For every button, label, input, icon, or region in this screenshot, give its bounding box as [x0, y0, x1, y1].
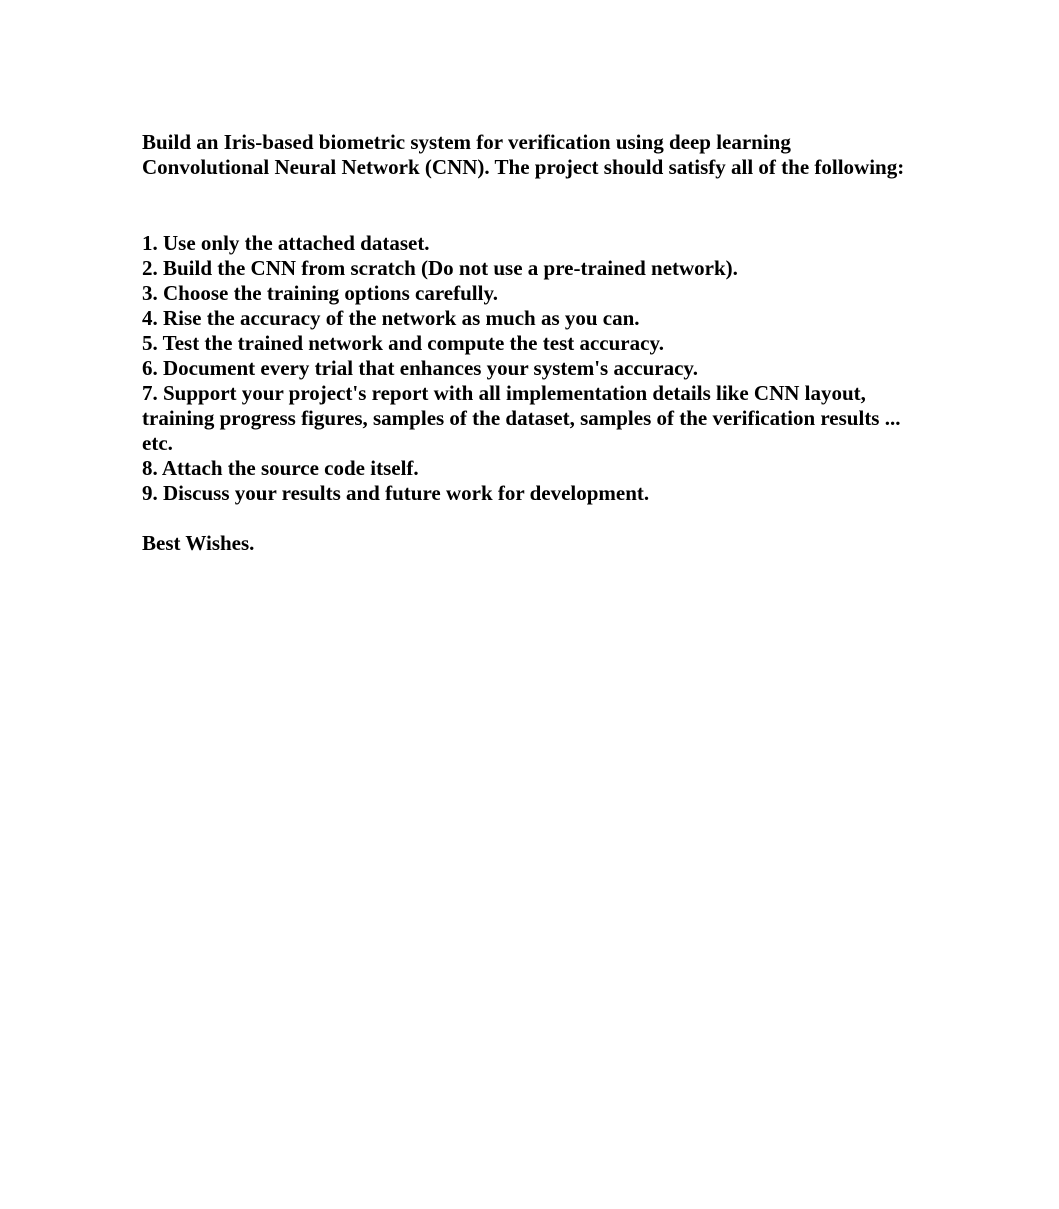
list-item: 8. Attach the source code itself.	[142, 456, 419, 480]
intro-paragraph: Build an Iris-based biometric system for verification using deep learning Convolutional Neural Network (CNN). The project should satisfy all of the following:	[142, 130, 905, 179]
list-item: 7. Support your project's report with all implementation details like CNN layout, training progress figures, samples of the dataset, samples of the verification results ... etc.	[142, 381, 901, 455]
list-item: 5. Test the trained network and compute the test accuracy.	[142, 331, 665, 355]
closing-line: Best Wishes.	[142, 531, 255, 555]
list-item: 1. Use only the attached dataset.	[142, 231, 430, 255]
requirements-list	[142, 231, 912, 506]
document-page	[142, 130, 912, 556]
list-item: 4. Rise the accuracy of the network as much as you can.	[142, 306, 640, 330]
paragraph-spacer	[142, 180, 912, 231]
list-item: 9. Discuss your results and future work for development.	[142, 481, 650, 505]
list-item: 6. Document every trial that enhances your system's accuracy.	[142, 356, 699, 380]
list-item: 3. Choose the training options carefully.	[142, 281, 499, 305]
list-item: 2. Build the CNN from scratch (Do not use a pre-trained network).	[142, 256, 738, 280]
